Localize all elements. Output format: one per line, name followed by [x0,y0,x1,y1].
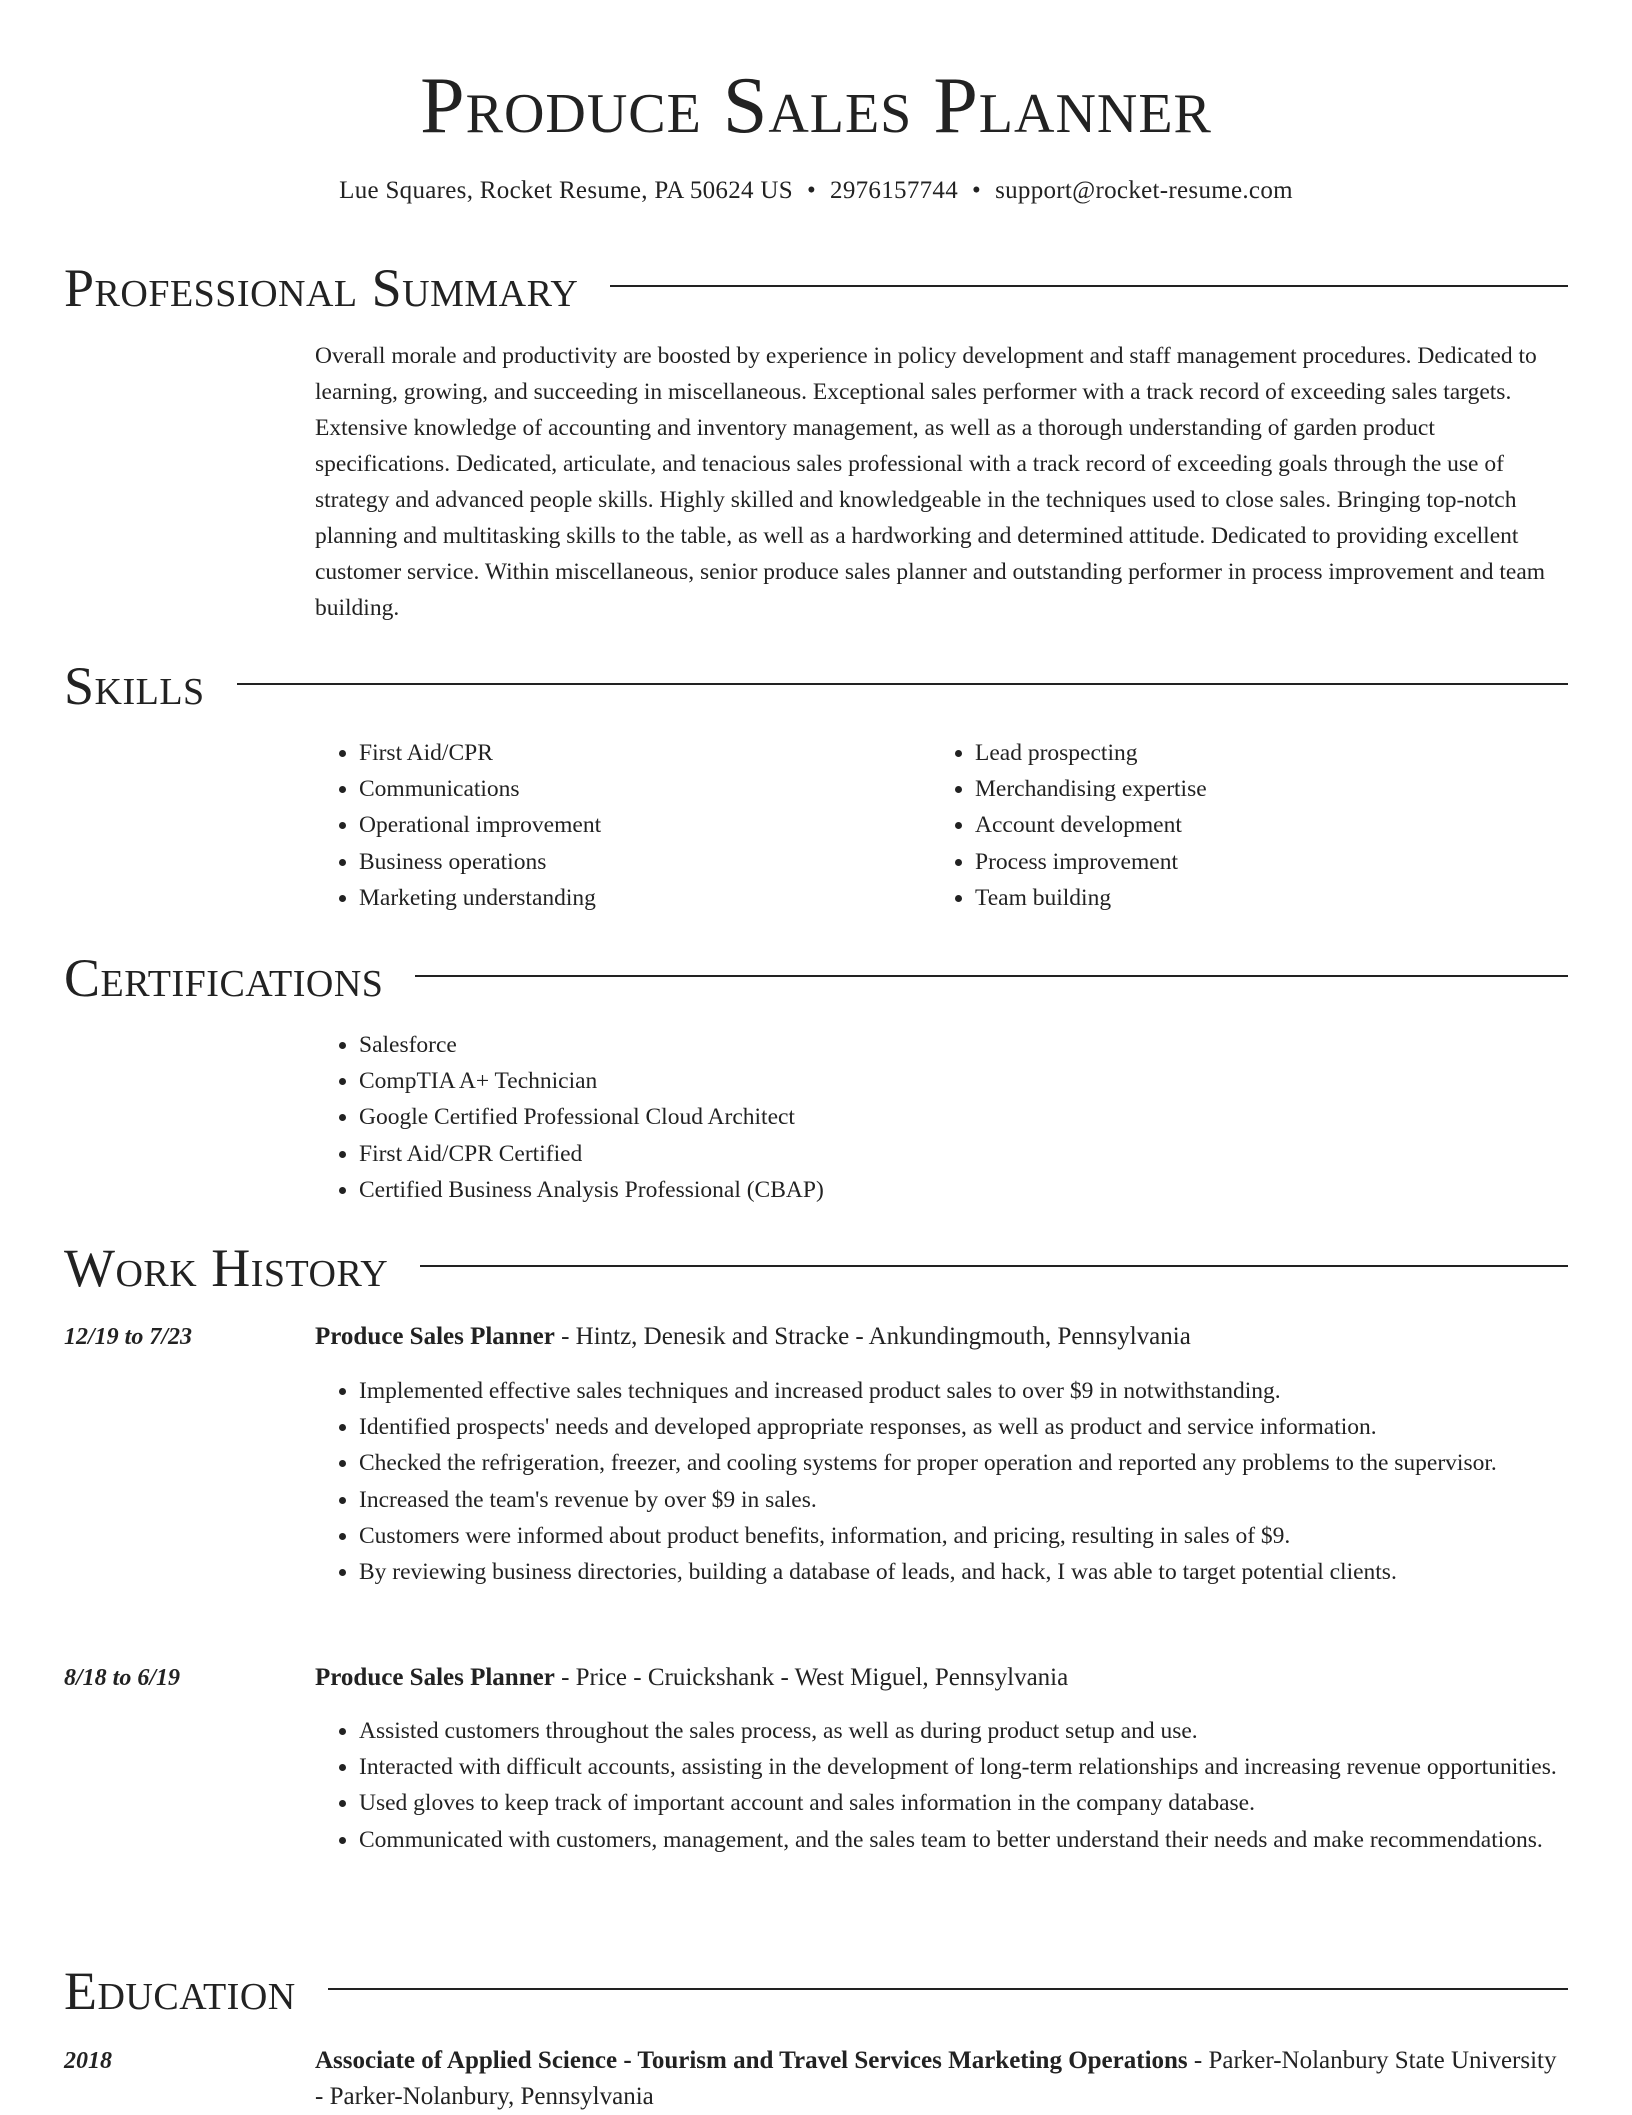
job-bullet: • Assisted customers throughout the sales process, as well as during product setup and use. [359,1713,1565,1749]
certifications-heading: Certifications [64,948,384,1008]
contact-separator: • [972,177,982,204]
certifications-section-header [64,946,1568,1010]
certification-item: • CompTIA A+ Technician [359,1063,1559,1099]
contact-separator: • [806,177,817,204]
work-history-heading: Work History [64,1238,389,1298]
summary-heading: Professional Summary [64,258,579,318]
skill-item: • Account development [975,807,1575,843]
education-entry [315,2043,1565,2115]
skill-item: • First Aid/CPR [359,735,919,771]
certification-item: • Google Certified Professional Cloud Architect [359,1099,1559,1135]
resume-name: Produce Sales Planner [420,62,1212,150]
contact-line [0,174,1632,208]
job-bullet: • Customers were informed about product benefits, information, and pricing, resulting in sales of $9. [359,1518,1565,1554]
job-bullet: • Increased the team's revenue by over $9 in sales. [359,1482,1565,1518]
certification-item: • Salesforce [359,1027,1559,1063]
section-divider [415,975,1568,977]
job-employer: - Hintz, Denesik and Stracke - Ankundingmouth, Pennsylvania [554,1323,1191,1350]
job-bullet: • By reviewing business directories, building a database of leads, and hack, I was able to target potential clients. [359,1554,1565,1590]
certification-item: • Certified Business Analysis Professional (CBAP) [359,1172,1559,1208]
section-divider [328,1988,1568,1990]
education-section-header [64,1959,1568,2023]
job-bullets [315,1373,1565,1590]
job-heading [315,1320,1565,1354]
skill-item: • Team building [975,880,1575,916]
skill-item: • Communications [359,771,919,807]
skill-item: • Business operations [359,844,919,880]
section-divider [237,683,1568,685]
job-title: Produce Sales Planner [315,1664,555,1691]
skill-item: • Operational improvement [359,807,919,843]
job-bullet: • Checked the refrigeration, freezer, and cooling systems for proper operation and reported any problems to the supervisor. [359,1445,1565,1481]
skill-item: • Merchandising expertise [975,771,1575,807]
work-history-section-header [64,1236,1568,1300]
education-year: 2018 [64,2048,112,2074]
job-bullet: • Interacted with difficult accounts, assisting in the development of long-term relationships and increasing revenue opportunities. [359,1749,1565,1785]
education-degree: Associate of Applied Science - Tourism and Travel Services Marketing Operations [315,2047,1188,2074]
skill-item: • Process improvement [975,844,1575,880]
job-bullet: • Implemented effective sales techniques and increased product sales to over $9 in notwithstanding. [359,1373,1565,1409]
job-bullets [315,1713,1565,1858]
skills-section-header [64,654,1568,718]
contact-email: support@rocket-resume.com [995,177,1293,204]
job-title: Produce Sales Planner [315,1323,555,1350]
certification-item: • First Aid/CPR Certified [359,1136,1559,1172]
job-bullet: • Identified prospects' needs and developed appropriate responses, as well as product and service information. [359,1409,1565,1445]
job-dates: 8/18 to 6/19 [64,1665,181,1691]
section-divider [610,285,1568,287]
summary-text: Overall morale and productivity are boosted by experience in policy development and staff management procedures. Dedicated to learning, growing, and succeeding in miscellaneous. Exceptional sales performer with a track record of exceeding sales targets. Extensive knowledge of accounting and inventory management, as well as a thorough understanding of garden product specifications. Dedicated, articulate, and tenacious sales professional with a track record of exceeding goals through the use of strategy and advanced people skills. Highly skilled and knowledgeable in the techniques used to close sales. Bringing top-notch planning and multitasking skills to the table, as well as a hardworking and determined attitude. Dedicated to providing excellent customer service. Within miscellaneous, senior produce sales planner and outstanding performer in process improvement and team building. [315,343,1546,621]
skill-item: • Marketing understanding [359,880,919,916]
job-heading [315,1661,1565,1695]
education-institution: - Parker-Nolanbury State University - Parker-Nolanbury, Pennsylvania [315,2047,1557,2110]
contact-phone: 2976157744 [830,177,959,204]
contact-address: Lue Squares, Rocket Resume, PA 50624 US [339,177,793,204]
skills-heading: Skills [64,656,205,716]
job-bullet: • Used gloves to keep track of important account and sales information in the company database. [359,1785,1565,1821]
certifications-list [315,1027,1559,1208]
skills-list-right [931,735,1575,916]
skills-list-left [315,735,919,916]
summary-section-header [64,256,1568,320]
job-dates: 12/19 to 7/23 [64,1324,193,1350]
section-divider [420,1265,1568,1267]
skill-item: • Lead prospecting [975,735,1575,771]
job-bullet: • Communicated with customers, management, and the sales team to better understand their needs and make recommendations. [359,1822,1565,1858]
job-employer: - Price - Cruickshank - West Miguel, Pennsylvania [554,1664,1069,1691]
education-heading: Education [64,1961,296,2021]
